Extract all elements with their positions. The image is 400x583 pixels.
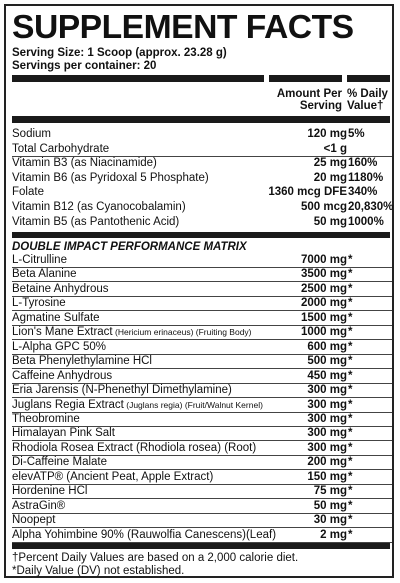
- ingredient-row: [12, 340, 392, 355]
- nutrient-row: [12, 156, 392, 170]
- matrix-title: DOUBLE IMPACT PERFORMANCE MATRIX: [12, 241, 247, 253]
- ingredient-row: [12, 354, 392, 369]
- ingredient-name: [12, 398, 263, 412]
- nutrient-daily-value: 340%: [348, 186, 378, 199]
- nutrient-name: [12, 142, 109, 156]
- nutrient-name: [12, 171, 209, 185]
- header-underline-bar: [12, 116, 390, 123]
- dv-header: [347, 88, 389, 112]
- ingredient-row: [12, 455, 392, 470]
- ingredient-name: [12, 412, 80, 426]
- ingredient-source-note: (Juglans regia) (Fruit/Walnut Kernel): [123, 399, 263, 410]
- ingredient-daily-value: *: [348, 355, 353, 368]
- ingredient-name: [12, 267, 77, 281]
- ingredient-name-text: Noopept: [12, 514, 56, 527]
- ingredient-amount: 300 mg: [307, 412, 347, 425]
- nutrient-name-text: Vitamin B3 (as Niacinamide): [12, 157, 157, 170]
- nutrient-daily-value: 1180%: [348, 171, 384, 184]
- ingredient-name-text: Theobromine: [12, 412, 80, 425]
- ingredient-daily-value: *: [348, 297, 353, 310]
- ingredient-daily-value: *: [348, 326, 353, 339]
- footnote-dv: †Percent Daily Values are based on a 2,000 calorie diet.: [12, 552, 299, 564]
- ingredient-row: [12, 369, 392, 384]
- ingredient-row: [12, 484, 392, 499]
- ingredient-name-text: Beta Phenylethylamine HCl: [12, 355, 152, 368]
- ingredient-row: [12, 296, 392, 311]
- ingredient-name-text: Hordenine HCl: [12, 485, 88, 498]
- ingredient-name: [12, 325, 252, 339]
- nutrient-row: [12, 171, 392, 185]
- ingredient-amount: 200 mg: [307, 456, 347, 469]
- ingredient-row: [12, 383, 392, 398]
- nutrient-amount: 1360 mcg DFE: [268, 186, 347, 199]
- ingredient-daily-value: *: [348, 282, 353, 295]
- ingredient-daily-value: *: [348, 514, 353, 527]
- nutrient-amount: 20 mg: [313, 171, 347, 184]
- ingredient-amount: 7000 mg: [300, 254, 347, 266]
- ingredient-daily-value: *: [348, 369, 353, 382]
- nutrient-amount: 50 mg: [313, 215, 347, 228]
- ingredient-name: [12, 282, 109, 296]
- ingredient-name: [12, 340, 106, 354]
- ingredient-name-text: Himalayan Pink Salt: [12, 427, 115, 440]
- serving-size: Serving Size: 1 Scoop (approx. 23.28 g): [12, 47, 227, 59]
- nutrient-name-text: Sodium: [12, 128, 51, 140]
- ingredient-name-text: Rhodiola Rosea Extract (Rhodiola rosea) (Root): [12, 441, 257, 454]
- ingredient-name: [12, 311, 100, 325]
- nutrient-amount: <1 g: [323, 142, 347, 155]
- nutrient-daily-value: 20,830%: [348, 201, 394, 213]
- ingredient-daily-value: *: [348, 254, 353, 266]
- panel-title: SUPPLEMENT FACTS: [12, 8, 354, 45]
- ingredient-daily-value: *: [348, 470, 353, 483]
- ingredient-amount: 300 mg: [307, 441, 347, 454]
- supplement-facts-panel: [4, 4, 394, 578]
- ingredient-name: [12, 426, 115, 440]
- nutrient-name-text: Vitamin B6 (as Pyridoxal 5 Phosphate): [12, 171, 209, 184]
- ingredient-name-text: AstraGin®: [12, 499, 66, 512]
- amount-header: [264, 88, 342, 112]
- ingredient-amount: 300 mg: [307, 398, 347, 411]
- ingredient-daily-value: *: [348, 441, 353, 454]
- ingredient-name: [12, 354, 152, 368]
- nutrient-row: [12, 215, 392, 229]
- ingredient-daily-value: *: [348, 311, 353, 324]
- ingredient-name-text: Beta Alanine: [12, 268, 77, 281]
- nutrient-row: [12, 142, 392, 157]
- ingredient-daily-value: *: [348, 412, 353, 425]
- nutrient-row: [12, 185, 392, 199]
- ingredient-daily-value: *: [348, 499, 353, 512]
- ingredient-row: [12, 499, 392, 514]
- ingredient-name: [12, 253, 67, 267]
- ingredient-daily-value: *: [348, 398, 353, 411]
- nutrient-daily-value: 5%: [348, 128, 365, 140]
- ingredient-name-text: elevATP® (Ancient Peat, Apple Extract): [12, 470, 214, 483]
- ingredient-row: [12, 398, 392, 413]
- ingredient-daily-value: *: [348, 427, 353, 440]
- ingredient-row: [12, 513, 392, 528]
- ingredient-amount: 75 mg: [313, 485, 347, 498]
- ingredient-name-text: Agmatine Sulfate: [12, 311, 100, 324]
- ingredient-amount: 150 mg: [307, 470, 347, 483]
- ingredient-row: [12, 325, 392, 340]
- dv-header-line2: Value†: [347, 100, 384, 112]
- ingredient-name-text: Lion's Mane Extract: [12, 326, 113, 339]
- ingredient-row: [12, 412, 392, 427]
- ingredient-row: [12, 441, 392, 456]
- nutrient-amount: 25 mg: [313, 157, 347, 170]
- ingredient-name-text: Eria Jarensis (N-Phenethyl Dimethylamine): [12, 384, 232, 397]
- nutrient-daily-value: 160%: [348, 157, 378, 170]
- ingredient-name: [12, 383, 232, 397]
- nutrient-name-text: Vitamin B12 (as Cyanocobalamin): [12, 201, 186, 213]
- matrix-top-bar: [12, 232, 390, 238]
- servings-per-container: Servings per container: 20: [12, 60, 157, 72]
- amount-header-line1: Amount Per: [276, 88, 342, 100]
- ingredient-name: [12, 513, 55, 527]
- ingredient-daily-value: *: [348, 268, 353, 281]
- ingredient-daily-value: *: [348, 528, 353, 541]
- header-bar-name: [12, 75, 264, 82]
- ingredient-name-text: Alpha Yohimbine 90% (Rauwolfia Canescens)(Leaf): [12, 528, 277, 541]
- ingredient-row: [12, 528, 392, 543]
- nutrient-amount: 120 mg: [307, 128, 347, 140]
- ingredient-amount: 30 mg: [313, 514, 347, 527]
- ingredient-row: [12, 426, 392, 441]
- ingredient-source-note: (Hericium erinaceus) (Fruiting Body): [112, 327, 252, 338]
- ingredient-name: [12, 296, 66, 310]
- dv-header-line1: % Daily: [347, 88, 388, 100]
- ingredient-name: [12, 441, 256, 455]
- ingredient-row: [12, 253, 392, 268]
- nutrient-name-text: Folate: [12, 186, 44, 199]
- ingredient-name: [12, 455, 107, 469]
- ingredient-row: [12, 311, 392, 326]
- ingredient-name: [12, 470, 213, 484]
- bottom-bar: [12, 543, 390, 549]
- ingredient-amount: 1500 mg: [300, 311, 347, 324]
- nutrient-name: [12, 185, 44, 199]
- ingredient-name-text: L-Tyrosine: [12, 297, 66, 310]
- ingredient-daily-value: *: [348, 384, 353, 397]
- ingredient-amount: 300 mg: [307, 427, 347, 440]
- ingredient-amount: 450 mg: [307, 369, 347, 382]
- nutrient-daily-value: 1000%: [348, 215, 384, 228]
- ingredient-amount: 2500 mg: [300, 282, 347, 295]
- ingredient-name-text: Betaine Anhydrous: [12, 282, 109, 295]
- nutrient-row: [12, 200, 392, 214]
- ingredient-name: [12, 499, 65, 513]
- ingredient-name: [12, 484, 87, 498]
- nutrient-name: [12, 215, 179, 229]
- ingredient-amount: 300 mg: [307, 384, 347, 397]
- ingredient-amount: 50 mg: [313, 499, 347, 512]
- ingredient-row: [12, 282, 392, 297]
- ingredient-amount: 3500 mg: [300, 268, 347, 281]
- ingredient-amount: 1000 mg: [300, 326, 347, 339]
- ingredient-name-text: L-Citrulline: [12, 254, 67, 266]
- ingredient-daily-value: *: [348, 456, 353, 469]
- ingredient-amount: 2 mg: [320, 528, 347, 541]
- nutrient-name-text: Vitamin B5 (as Pantothenic Acid): [12, 215, 180, 228]
- ingredient-name: [12, 528, 276, 542]
- ingredient-name-text: Caffeine Anhydrous: [12, 369, 113, 382]
- nutrient-name: [12, 156, 157, 170]
- ingredient-name: [12, 369, 112, 383]
- ingredient-amount: 500 mg: [307, 355, 347, 368]
- nutrient-name: [12, 127, 51, 141]
- header-bar-amount: [269, 75, 342, 82]
- header-bar-dv: [347, 75, 390, 82]
- ingredient-row: [12, 470, 392, 485]
- footnote-not-established: *Daily Value (DV) not established.: [12, 565, 185, 577]
- ingredient-name-text: L-Alpha GPC 50%: [12, 340, 106, 353]
- ingredient-row: [12, 267, 392, 282]
- ingredient-daily-value: *: [348, 485, 353, 498]
- ingredient-daily-value: *: [348, 340, 353, 353]
- nutrient-row: [12, 127, 392, 141]
- nutrient-amount: 500 mcg: [300, 201, 347, 213]
- nutrient-name: [12, 200, 186, 214]
- ingredient-name-text: Di-Caffeine Malate: [12, 456, 108, 469]
- ingredient-amount: 2000 mg: [300, 297, 347, 310]
- amount-header-line2: Serving: [299, 100, 342, 112]
- ingredient-amount: 600 mg: [307, 340, 347, 353]
- ingredient-name-text: Juglans Regia Extract: [12, 398, 124, 411]
- nutrient-name-text: Total Carbohydrate: [12, 142, 110, 155]
